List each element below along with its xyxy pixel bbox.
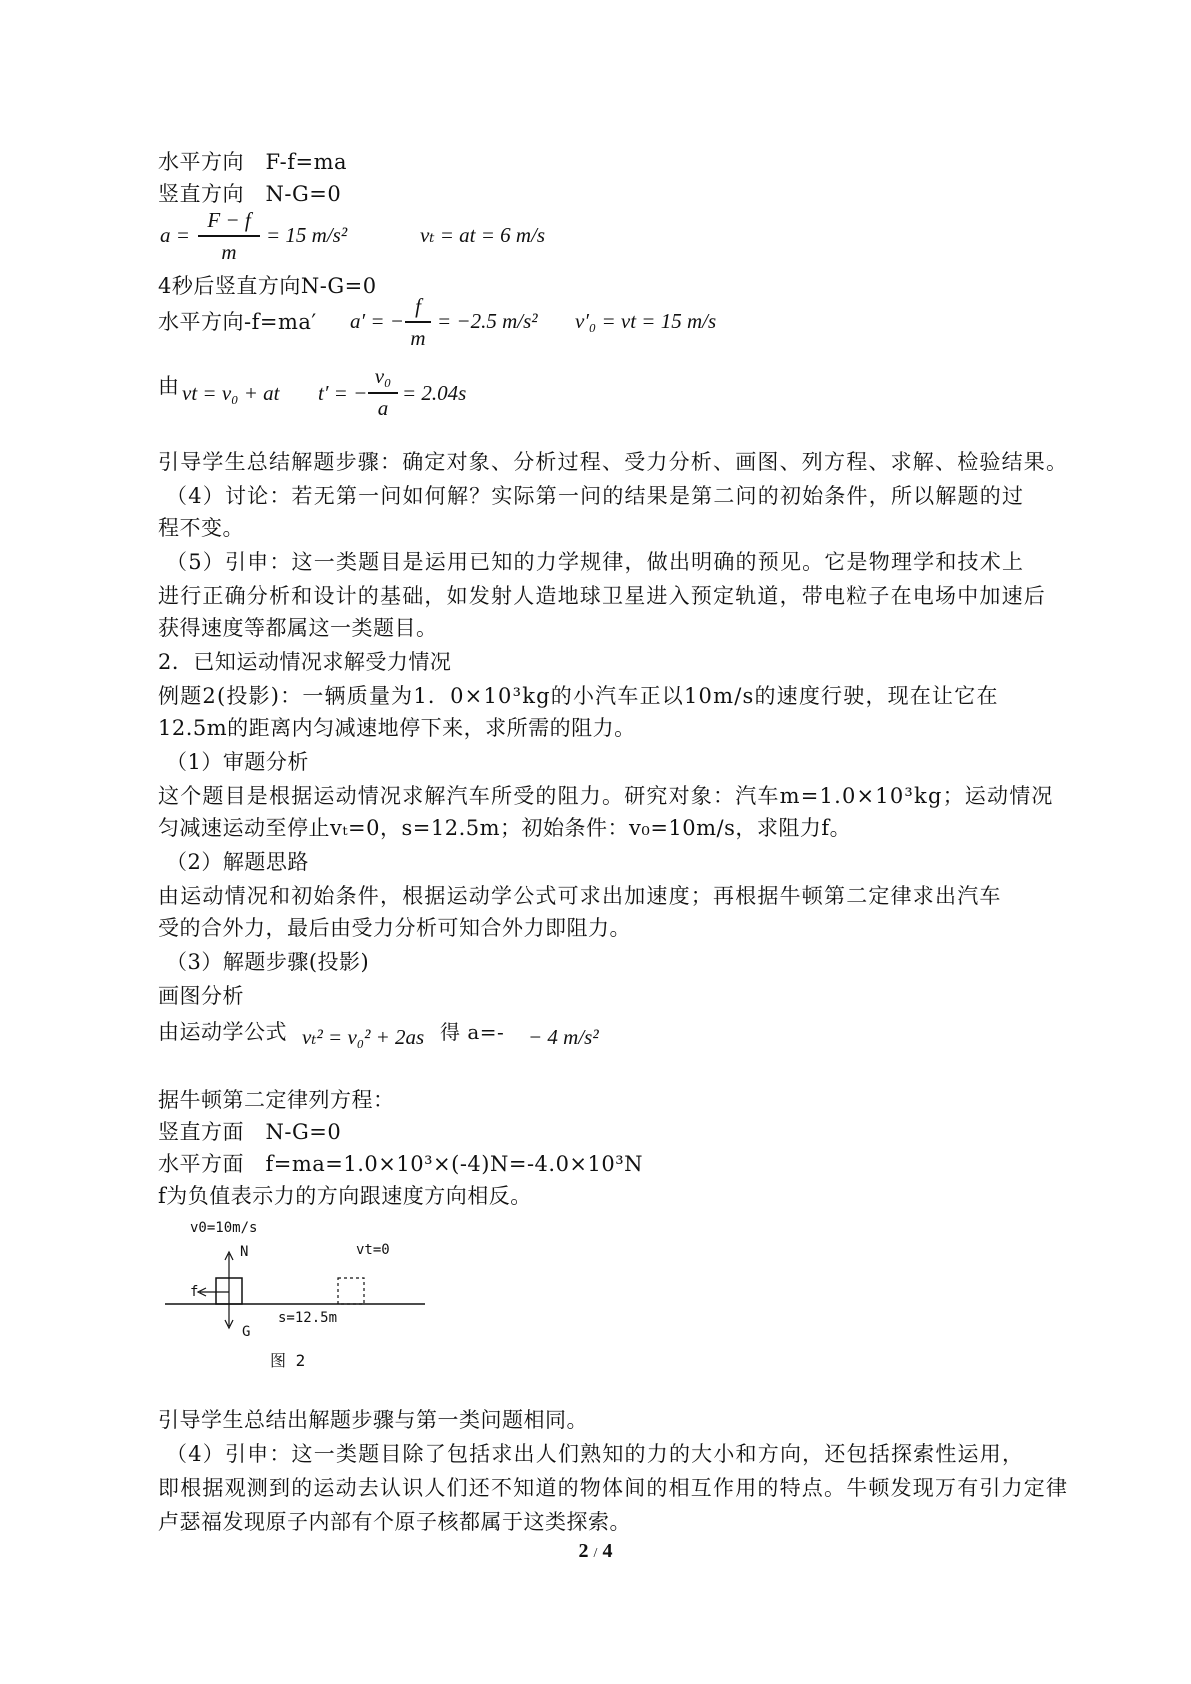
eq-a2-den: m xyxy=(410,326,426,350)
fig-f-label: f xyxy=(190,1284,199,1300)
closing-extend-1: （4）引申：这一类题目除了包括求出人们熟知的力的大小和方向，还包括探索性运用， xyxy=(166,1442,1025,1466)
eq-a-lhs: a = xyxy=(160,223,190,247)
kinematics-formula: vₜ² = v₀² + 2as xyxy=(302,1025,425,1049)
eq-horizontal: 水平方向 F-f=ma xyxy=(158,150,348,174)
para-summary: 引导学生总结解题步骤：确定对象、分析过程、受力分析、画图、列方程、求解、检验结果。 xyxy=(158,450,1069,474)
analysis-line1: 这个题目是根据运动情况求解汽车所受的阻力。研究对象：汽车m=1.0×10³kg；运动情况 xyxy=(158,784,1054,808)
example-2-line2: 12.5m的距离内匀减速地停下来，求所需的阻力。 xyxy=(158,716,636,740)
eq-a2-bar xyxy=(405,321,431,323)
eq-a2-rhs: = −2.5 m/s² xyxy=(437,309,538,333)
newton-horizontal: 水平方面 f=ma=1.0×10³×(-4)N=-4.0×10³N xyxy=(158,1152,644,1176)
kinematics-mid: 得 a=- xyxy=(440,1020,505,1044)
newton-vertical: 竖直方面 N-G=0 xyxy=(158,1120,342,1144)
newton-title: 据牛顿第二定律列方程： xyxy=(158,1088,395,1112)
step-3-heading: （3）解题步骤(投影) xyxy=(166,950,370,974)
eq-a2-lhs: a′ = − xyxy=(350,309,404,333)
eq-a-den: m xyxy=(221,240,237,264)
after-4s: 4秒后竖直方向N-G=0 xyxy=(158,274,377,298)
fig-n-label: N xyxy=(240,1244,249,1260)
eq-a2-num: f xyxy=(415,294,421,318)
closing-summary: 引导学生总结出解题步骤与第一类问题相同。 xyxy=(158,1408,588,1432)
eq-t-bar xyxy=(368,392,398,394)
eq-vertical: 竖直方向 N-G=0 xyxy=(158,182,342,206)
you-label: 由 xyxy=(158,374,180,398)
para-discuss-2: 程不变。 xyxy=(158,516,244,540)
para-extend-2: 进行正确分析和设计的基础，如发射人造地球卫星进入预定轨道，带电粒子在电场中加速后 xyxy=(158,584,1046,608)
page-number xyxy=(0,1540,1191,1563)
approach-line1: 由运动情况和初始条件，根据运动学公式可求出加速度；再根据牛顿第二定律求出汽车 xyxy=(158,884,1002,908)
closing-extend-3: 卢瑟福发现原子内部有个原子核都属于这类探索。 xyxy=(158,1510,631,1534)
analysis-line2: 匀减速运动至停止vₜ=0，s=12.5m；初始条件：v₀=10m/s，求阻力f。 xyxy=(158,816,852,840)
fig-s-label: s=12.5m xyxy=(278,1310,338,1326)
eq-t-lhs: t′ = − xyxy=(318,381,368,405)
eq-v0: v′₀ = vt = 15 m/s xyxy=(575,309,717,333)
para-extend-3: 获得速度等都属这一类题目。 xyxy=(158,616,438,640)
step-2-heading: （2）解题思路 xyxy=(166,850,309,874)
page-sep: / xyxy=(593,1546,598,1561)
eq-vt2: vt = v₀ + at xyxy=(182,381,280,405)
fig-v0-label: v0=10m/s xyxy=(190,1220,258,1236)
para-extend-1: （5）引申：这一类题目是运用已知的力学规律，做出明确的预见。它是物理学和技术上 xyxy=(166,550,1025,574)
kinematics-result: − 4 m/s² xyxy=(528,1025,599,1049)
eq-t-num: v₀ xyxy=(374,364,392,388)
newton-note: f为负值表示力的方向跟速度方向相反。 xyxy=(158,1184,532,1208)
kinematics-prefix: 由运动学公式 xyxy=(158,1020,287,1044)
eq-a-rhs: = 15 m/s² xyxy=(266,223,348,247)
page-total: 4 xyxy=(602,1540,613,1562)
draw-analysis: 画图分析 xyxy=(158,984,244,1008)
eq-t-rhs: = 2.04s xyxy=(402,381,467,405)
closing-extend-2: 即根据观测到的运动去认识人们还不知道的物体间的相互作用的特点。牛顿发现万有引力定律 xyxy=(158,1476,1069,1500)
fig-vt-label: vt=0 xyxy=(356,1242,390,1258)
section-2-heading: 2．已知运动情况求解受力情况 xyxy=(158,650,452,674)
example-2-line1: 例题2(投影)：一辆质量为1．0×10³kg的小汽车正以10m/s的速度行驶，现在让它在 xyxy=(158,684,999,708)
eq-a-num: F − f xyxy=(207,208,251,232)
fig-g-label: G xyxy=(242,1324,251,1340)
para-discuss-1: （4）讨论：若无第一问如何解？实际第一问的结果是第二问的初始条件，所以解题的过 xyxy=(166,484,1025,508)
step-1-heading: （1）审题分析 xyxy=(166,750,309,774)
page-current: 2 xyxy=(578,1540,589,1562)
horizontal2-text: 水平方向-f=ma′ xyxy=(158,310,317,334)
fig-caption: 图 2 xyxy=(270,1351,306,1368)
eq-t-den: a xyxy=(377,396,389,420)
approach-line2: 受的合外力，最后由受力分析可知合外力即阻力。 xyxy=(158,916,631,940)
eq-vt: vₜ = at = 6 m/s xyxy=(420,223,546,247)
eq-a-bar xyxy=(198,235,260,237)
fig-final-box xyxy=(338,1278,364,1304)
figure-2-diagram xyxy=(160,1218,430,1368)
